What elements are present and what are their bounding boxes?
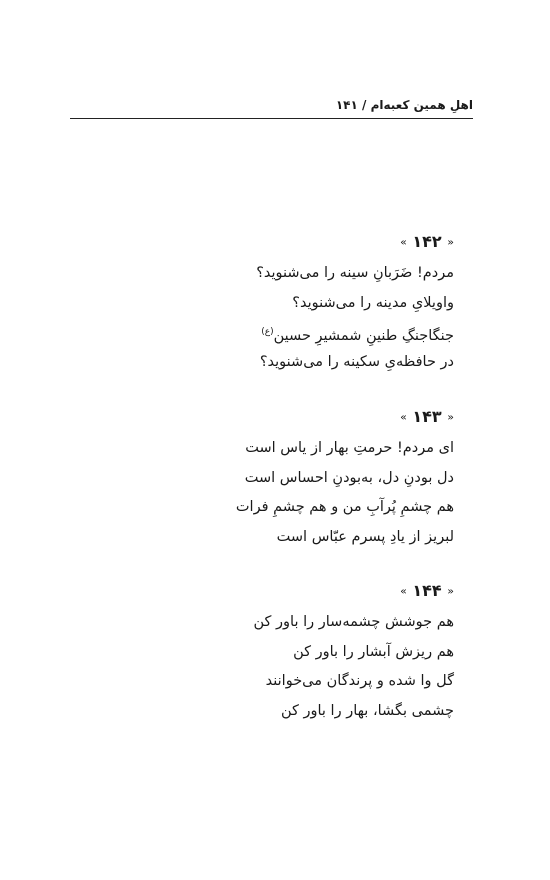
poem-143: [154, 404, 454, 552]
open-guillemet: «: [447, 410, 454, 424]
verse-line: هم چشمِ پُرآبِ من و هم چشمِ فرات: [235, 499, 454, 515]
page-number: ۱۴۱: [335, 98, 358, 112]
verse-text: جنگاجنگِ طنینِ شمشیرِ حسین: [273, 327, 454, 344]
close-guillemet: »: [400, 235, 407, 249]
verse-line: هم ریزش آبشار را باور کن: [293, 643, 454, 660]
open-guillemet: «: [447, 235, 454, 249]
verse-line: ای مردم! حرمتِ بهار از یاس است: [245, 440, 454, 456]
verse-line: چشمی بگشا، بهار را باور کن: [280, 702, 454, 719]
running-title: اهلِ همین کعبه‌ام: [370, 98, 473, 112]
poem-number: [154, 404, 454, 430]
header-rule: [70, 118, 473, 119]
honorific-superscript: (ع): [261, 327, 274, 337]
poem-number-value: ۱۴۲: [412, 232, 442, 251]
verse-line: لبریز از یادِ پسرم عبّاس است: [276, 528, 454, 545]
close-guillemet: »: [400, 584, 407, 598]
close-guillemet: »: [400, 410, 407, 424]
verse-line: گل وا شده و پرندگان می‌خوانند: [265, 673, 454, 689]
poem-144: [154, 578, 454, 726]
poem-number-value: ۱۴۴: [412, 581, 442, 600]
verse-line: هم جوشش چشمه‌سار را باور کن: [253, 614, 454, 630]
poem-number: [154, 578, 454, 604]
running-header: [70, 94, 473, 116]
open-guillemet: «: [447, 584, 454, 598]
verse-line: دل بودنِ دل، به‌بودنِ احساس است: [244, 469, 454, 486]
verse-line: مردم! ضَرَبانِ سینه را می‌شنوید؟: [256, 265, 454, 281]
poem-number: [154, 229, 454, 255]
header-separator: /: [362, 98, 367, 112]
verse-line: در حافظه‌یِ سکینه را می‌شنوید؟: [259, 353, 454, 370]
verse-line: [154, 318, 454, 348]
poem-142: [154, 229, 454, 377]
poem-number-value: ۱۴۳: [412, 407, 442, 426]
verse-line: واویلایِ مدینه را می‌شنوید؟: [292, 294, 454, 311]
